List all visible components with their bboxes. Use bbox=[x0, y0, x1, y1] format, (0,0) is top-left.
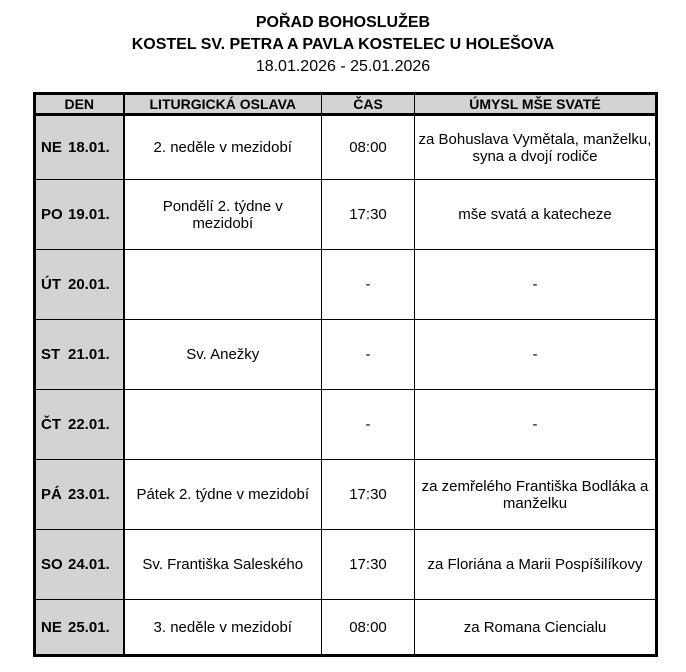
liturgical-celebration-cell: 3. neděle v mezidobí bbox=[124, 600, 322, 656]
week-date-range: 18.01.2026 - 25.01.2026 bbox=[255, 58, 431, 75]
day-date: 22.01. bbox=[68, 416, 110, 433]
table-row bbox=[35, 390, 657, 460]
day-date: 19.01. bbox=[68, 206, 110, 223]
mass-intention-cell: za Floriána a Marii Pospíšilíkovy bbox=[415, 530, 657, 600]
day-date: 20.01. bbox=[68, 276, 110, 293]
day-abbreviation: ST bbox=[41, 346, 61, 363]
table-row bbox=[35, 460, 657, 530]
time-cell: 08:00 bbox=[322, 115, 415, 180]
day-abbreviation: PÁ bbox=[41, 486, 62, 503]
liturgical-celebration-cell: Sv. Františka Saleského bbox=[124, 530, 322, 600]
mass-intention-cell: - bbox=[415, 390, 657, 460]
time-cell: 17:30 bbox=[322, 530, 415, 600]
column-header-mass-intention: ÚMYSL MŠE SVATÉ bbox=[415, 94, 657, 115]
liturgical-celebration-cell: 2. neděle v mezidobí bbox=[124, 115, 322, 180]
day-cell bbox=[35, 530, 124, 600]
day-abbreviation: ÚT bbox=[41, 276, 61, 293]
mass-intention-cell: za zemřelého Františka Bodláka a manželku bbox=[415, 460, 657, 530]
liturgical-celebration-cell: Sv. Anežky bbox=[124, 320, 322, 390]
page-title: POŘAD BOHOSLUŽEB bbox=[255, 14, 431, 31]
column-header-liturgical-celebration: LITURGICKÁ OSLAVA bbox=[124, 94, 322, 115]
mass-intention-cell: - bbox=[415, 320, 657, 390]
church-name: KOSTEL SV. PETRA A PAVLA KOSTELEC U HOLEŠOVA bbox=[131, 36, 555, 53]
schedule-rows bbox=[35, 115, 657, 656]
schedule-table bbox=[33, 92, 658, 657]
day-date: 25.01. bbox=[68, 618, 110, 636]
day-abbreviation: ČT bbox=[41, 416, 61, 433]
day-date: 21.01. bbox=[68, 346, 110, 363]
table-row bbox=[35, 250, 657, 320]
day-date: 24.01. bbox=[68, 556, 110, 573]
mass-intention-cell: za Bohuslava Vymětala, manželku, syna a dvojí rodiče bbox=[415, 115, 657, 180]
time-cell: - bbox=[322, 250, 415, 320]
time-cell: 08:00 bbox=[322, 600, 415, 656]
table-row bbox=[35, 530, 657, 600]
day-cell bbox=[35, 180, 124, 250]
day-cell bbox=[35, 320, 124, 390]
mass-intention-cell: za Romana Ciencialu bbox=[415, 600, 657, 656]
column-header-day: DEN bbox=[35, 94, 124, 115]
day-cell bbox=[35, 115, 124, 180]
day-cell bbox=[35, 460, 124, 530]
day-abbreviation: SO bbox=[41, 556, 63, 573]
day-date: 18.01. bbox=[68, 139, 110, 156]
day-abbreviation: PO bbox=[41, 206, 63, 223]
time-cell: 17:30 bbox=[322, 180, 415, 250]
mass-intention-cell: - bbox=[415, 250, 657, 320]
day-date: 23.01. bbox=[68, 486, 110, 503]
table-row bbox=[35, 320, 657, 390]
day-cell bbox=[35, 250, 124, 320]
table-row bbox=[35, 600, 657, 656]
liturgical-celebration-cell bbox=[124, 390, 322, 460]
column-header-time: ČAS bbox=[322, 94, 415, 115]
table-header-row bbox=[35, 94, 657, 115]
mass-intention-cell: mše svatá a katecheze bbox=[415, 180, 657, 250]
day-abbreviation: NE bbox=[41, 139, 62, 156]
document-header bbox=[0, 12, 686, 78]
table-row bbox=[35, 115, 657, 180]
day-cell bbox=[35, 390, 124, 460]
time-cell: - bbox=[322, 390, 415, 460]
table-row bbox=[35, 180, 657, 250]
liturgical-celebration-cell: Pátek 2. týdne v mezidobí bbox=[124, 460, 322, 530]
liturgical-celebration-cell bbox=[124, 250, 322, 320]
day-cell bbox=[35, 600, 124, 656]
time-cell: 17:30 bbox=[322, 460, 415, 530]
day-abbreviation: NE bbox=[41, 618, 62, 636]
time-cell: - bbox=[322, 320, 415, 390]
liturgical-celebration-cell: Pondělí 2. týdne v mezidobí bbox=[124, 180, 322, 250]
